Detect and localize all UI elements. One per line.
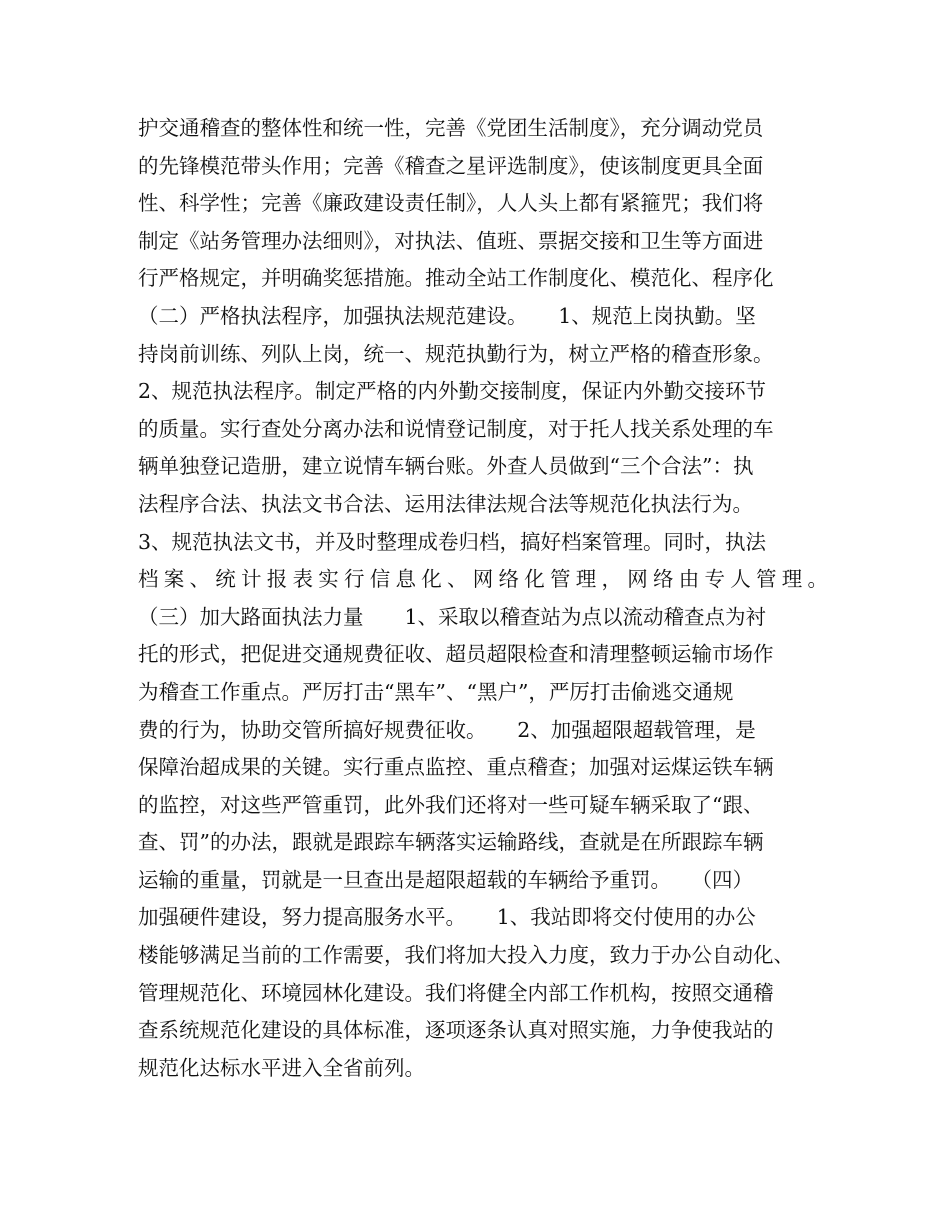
text-line-22: 加强硬件建设，努力提高服务水平。 1、我站即将交付使用的办公 [138,905,756,930]
text-line-2: 的先锋模范带头作用；完善《稽查之星评选制度》，使该制度更具全面 [138,153,764,178]
text-line-18: 保障治超成果的关键。实行重点监控、重点稽查；加强对运煤运铁车辆 [138,755,774,780]
text-line-15: 托的形式，把促进交通规费征收、超员超限检查和清理整顿运输市场作 [138,642,774,667]
text-line-10: 辆单独登记造册，建立说情车辆台账。外查人员做到“三个合法”：执 [138,454,754,479]
text-line-6: （二）严格执法程序，加强执法规范建设。 1、规范上岗执勤。坚 [138,303,756,328]
text-line-11: 法程序合法、执法文书合法、运用法律法规合法等规范化执法行为。 [138,491,753,516]
text-line-9: 的质量。实行查处分离办法和说情登记制度，对于托人找关系处理的车 [138,416,774,441]
text-line-3: 性、科学性；完善《廉政建设责任制》，人人头上都有紧箍咒；我们将 [138,191,764,216]
text-line-14: （三）加大路面执法力量 1、采取以稽查站为点以流动稽查点为衬 [138,604,767,629]
text-line-17: 费的行为，协助交管所搞好规费征收。 2、加强超限超载管理，是 [138,717,756,742]
text-line-1: 护交通稽查的整体性和统一性，完善《党团生活制度》，充分调动党员 [138,116,764,140]
text-line-8: 2、规范执法程序。制定严格的内外勤交接制度，保证内外勤交接环节 [138,379,767,404]
text-line-5: 行严格规定，并明确奖惩措施。推动全站工作制度化、模范化、程序化 [138,266,774,291]
text-line-12: 3、规范执法文书，并及时整理成卷归档，搞好档案管理。同时，执法 [138,529,767,554]
text-line-23: 楼能够满足当前的工作需要，我们将加大投入力度，致力于办公自动化、 [138,943,794,968]
text-line-19: 的监控，对这些严管重罚，此外我们还将对一些可疑车辆采取了“跟、 [138,792,764,817]
text-line-24: 管理规范化、环境园林化建设。我们将健全内部工作机构，按照交通稽 [138,980,774,1005]
text-line-7: 持岗前训练、列队上岗，统一、规范执勤行为，树立严格的稽查形象。 [138,341,774,366]
document-body [138,110,828,1087]
text-line-4: 制定《站务管理办法细则》，对执法、值班、票据交接和卫生等方面进 [138,228,764,253]
text-line-21: 运输的重量，罚就是一旦查出是超限超载的车辆给予重罚。 （四） [138,867,753,892]
text-line-20: 查、罚”的办法，跟就是跟踪车辆落实运输路线，查就是在所跟踪车辆 [138,830,764,855]
text-line-25: 查系统规范化建设的具体标准，逐项逐条认真对照实施，力争使我站的 [138,1018,774,1043]
text-line-13: 档案、统计报表实行信息化、网络化管理，网络由专人管理。 [138,567,828,592]
text-line-16: 为稽查工作重点。严厉打击“黑车”、“黑户”，严厉打击偷逃交通规 [138,679,734,704]
text-line-26: 规范化达标水平进入全省前列。 [138,1055,425,1080]
